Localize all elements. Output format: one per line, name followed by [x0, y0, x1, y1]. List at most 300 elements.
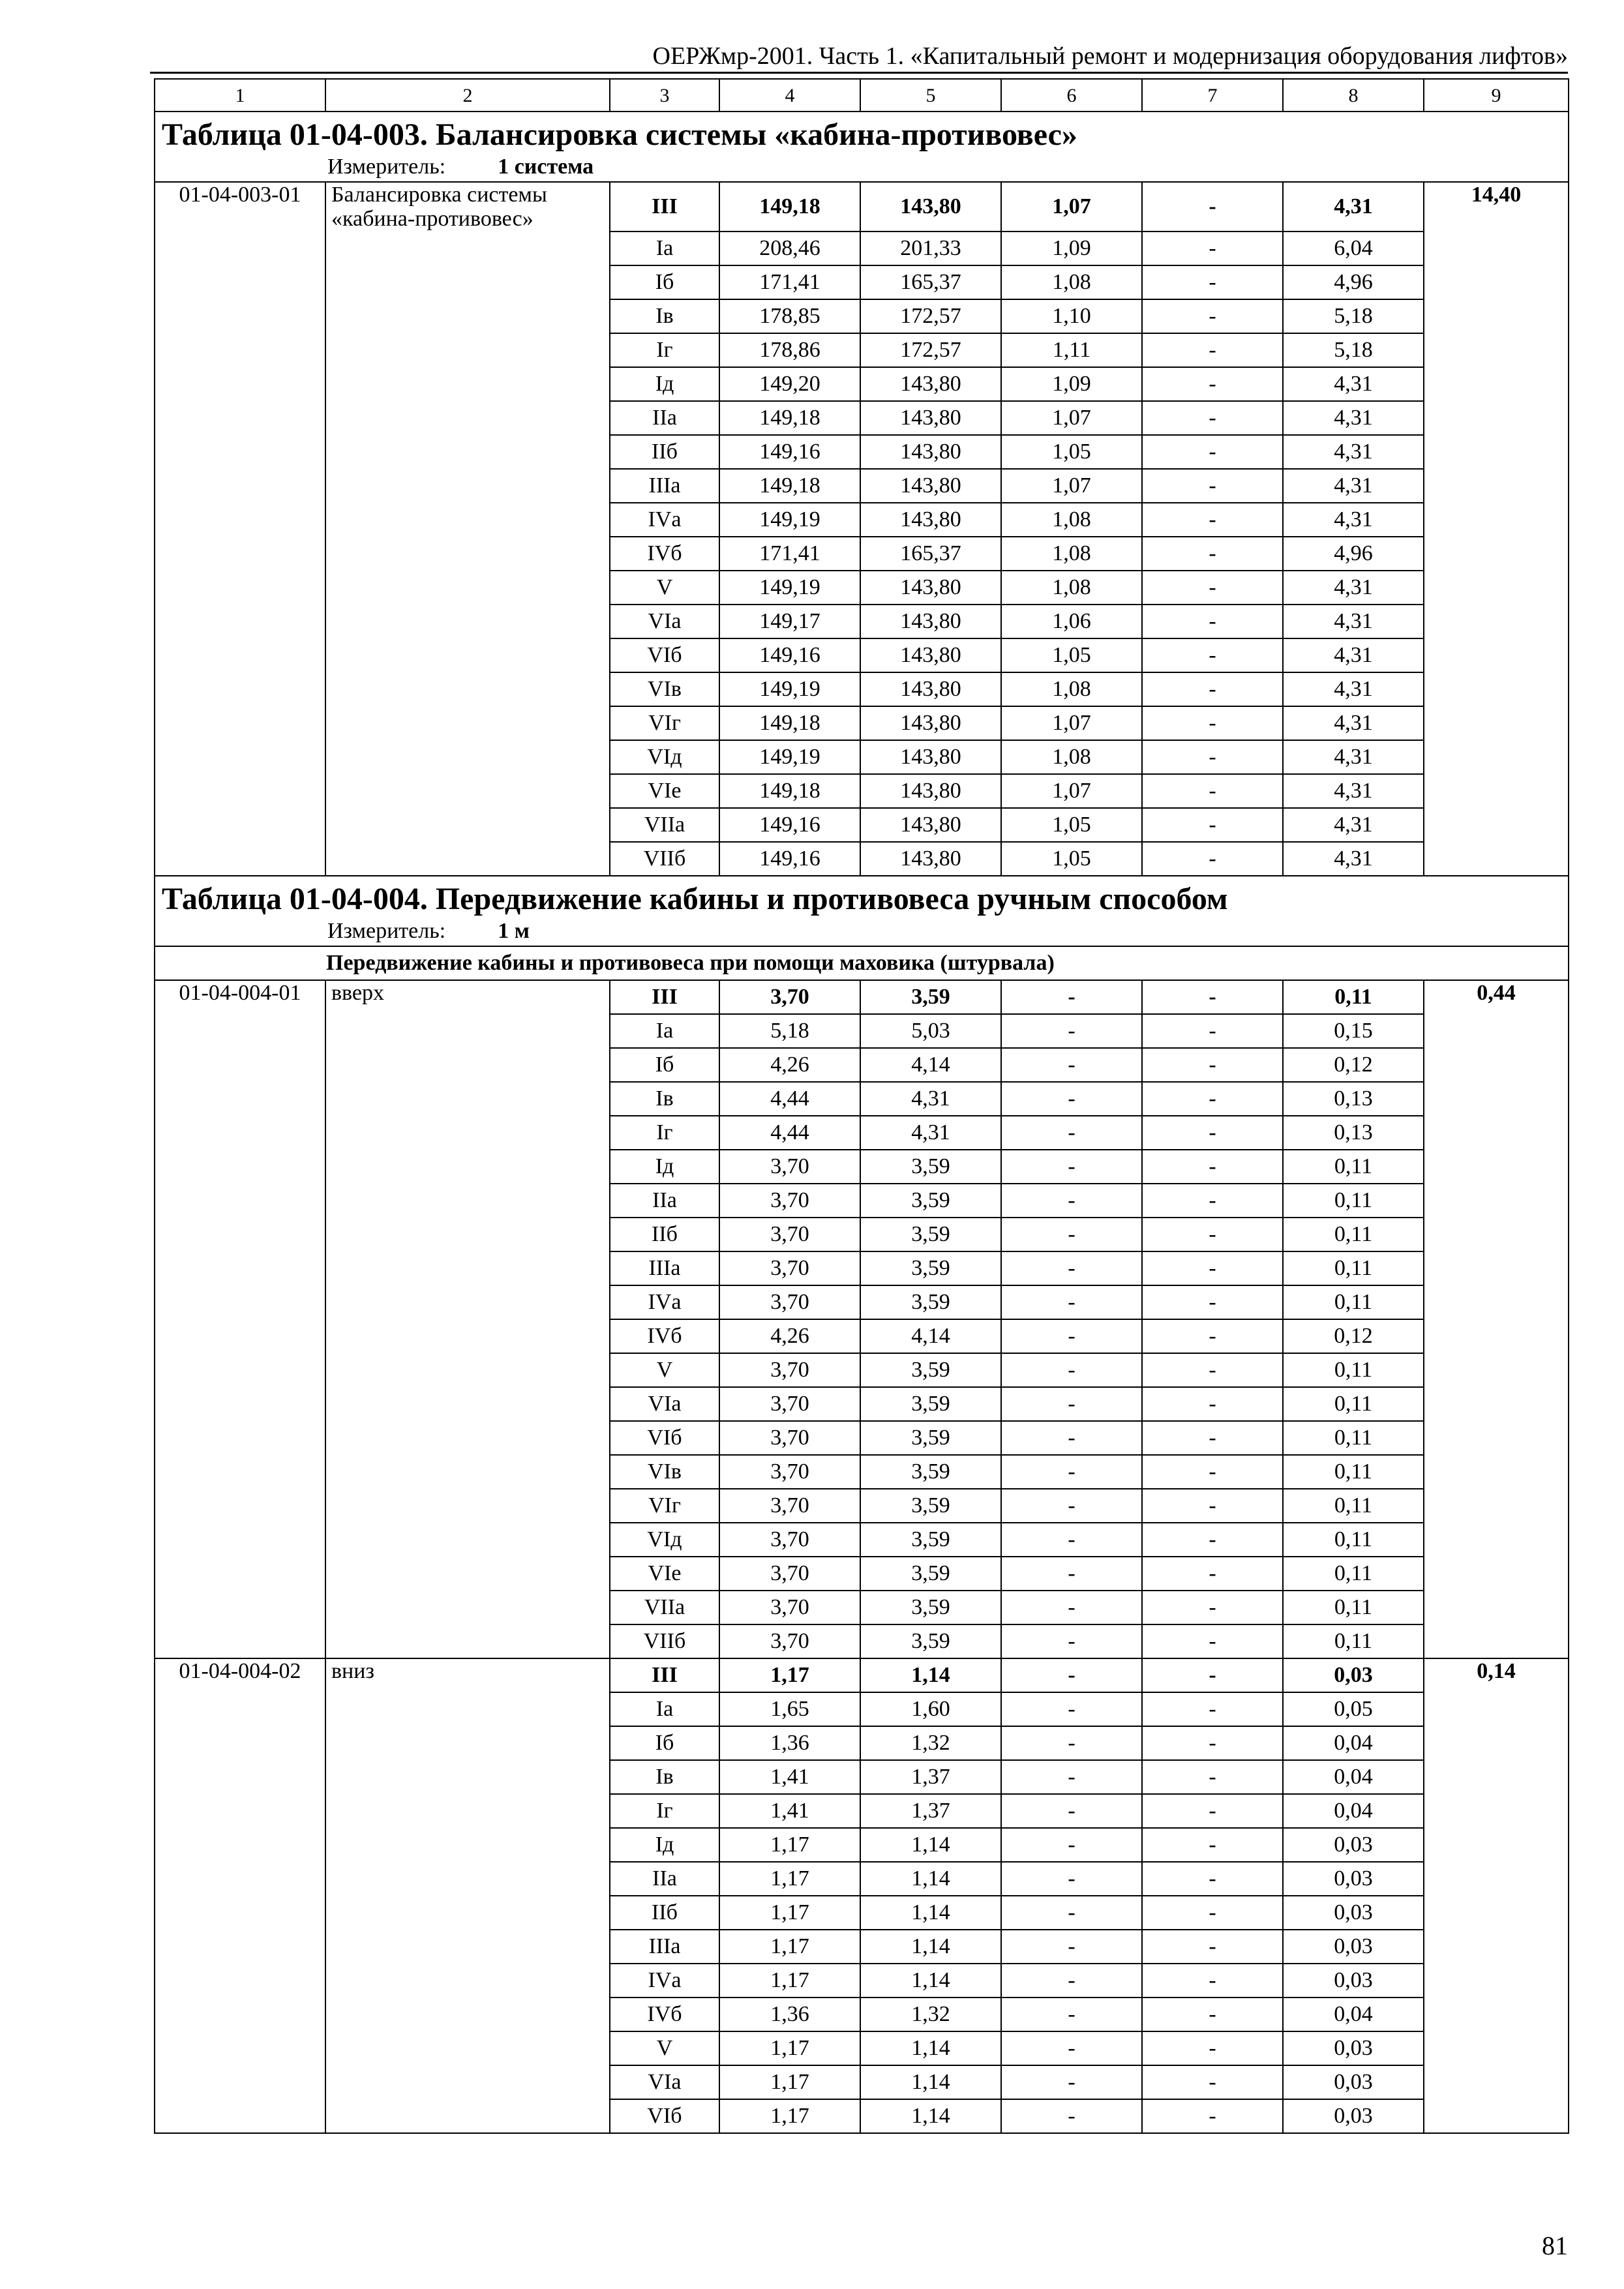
value-cell: -	[1001, 1455, 1142, 1489]
total-value	[1424, 706, 1569, 740]
value-cell: 143,80	[860, 740, 1001, 774]
work-name	[325, 435, 610, 469]
value-cell: -	[1001, 1387, 1142, 1421]
rate-code	[155, 265, 325, 299]
table-row	[155, 706, 1569, 740]
value-cell: 1,07	[1001, 401, 1142, 435]
rate-code	[155, 1794, 325, 1828]
work-name	[325, 1794, 610, 1828]
rate-code	[155, 1692, 325, 1726]
table-row	[155, 1964, 1569, 1997]
value-cell: 149,16	[719, 808, 860, 842]
value-cell: 3,59	[860, 1557, 1001, 1591]
rates-table	[154, 78, 1569, 2134]
value-cell: 0,11	[1283, 980, 1424, 1014]
value-cell: 149,19	[719, 672, 860, 706]
zone-code: IVа	[610, 1285, 719, 1319]
zone-code: III	[610, 980, 719, 1014]
value-cell: -	[1142, 1455, 1283, 1489]
total-value: 14,40	[1424, 182, 1569, 232]
value-cell: 6,04	[1283, 232, 1424, 265]
value-cell: -	[1142, 435, 1283, 469]
rate-code	[155, 1421, 325, 1455]
total-value	[1424, 638, 1569, 672]
table-row	[155, 1523, 1569, 1557]
value-cell: 178,86	[719, 333, 860, 367]
value-cell: 149,16	[719, 435, 860, 469]
value-cell: 1,14	[860, 2065, 1001, 2099]
meter-value: 1 система	[498, 155, 594, 179]
table-row	[155, 1116, 1569, 1150]
value-cell: -	[1142, 1896, 1283, 1930]
value-cell: 3,59	[860, 1421, 1001, 1455]
value-cell: 1,11	[1001, 333, 1142, 367]
value-cell: -	[1142, 299, 1283, 333]
value-cell: 143,80	[860, 571, 1001, 605]
rate-code	[155, 1048, 325, 1082]
value-cell: -	[1001, 1116, 1142, 1150]
value-cell: 143,80	[860, 605, 1001, 638]
value-cell: 149,19	[719, 503, 860, 537]
rate-code	[155, 1285, 325, 1319]
value-cell: -	[1001, 1624, 1142, 1658]
table-row	[155, 232, 1569, 265]
value-cell: -	[1142, 1353, 1283, 1387]
value-cell: 5,18	[719, 1014, 860, 1048]
rate-code	[155, 503, 325, 537]
work-name	[325, 1116, 610, 1150]
total-value	[1424, 1116, 1569, 1150]
value-cell: 3,59	[860, 980, 1001, 1014]
zone-code: Iг	[610, 1116, 719, 1150]
value-cell: 143,80	[860, 367, 1001, 401]
zone-code: VIд	[610, 1523, 719, 1557]
total-value	[1424, 571, 1569, 605]
table-row	[155, 1624, 1569, 1658]
value-cell: 3,59	[860, 1523, 1001, 1557]
value-cell: 1,17	[719, 1896, 860, 1930]
value-cell: 143,80	[860, 503, 1001, 537]
value-cell: -	[1001, 1964, 1142, 1997]
table-row	[155, 1353, 1569, 1387]
value-cell: -	[1142, 537, 1283, 571]
rate-code	[155, 232, 325, 265]
value-cell: -	[1001, 1319, 1142, 1353]
column-number: 4	[719, 79, 860, 112]
value-cell: 1,08	[1001, 537, 1142, 571]
total-value	[1424, 1896, 1569, 1930]
table-row	[155, 2031, 1569, 2065]
value-cell: -	[1142, 1184, 1283, 1218]
column-number: 7	[1142, 79, 1283, 112]
rate-code	[155, 1150, 325, 1184]
zone-code: Iа	[610, 232, 719, 265]
value-cell: -	[1001, 1048, 1142, 1082]
zone-code: VIа	[610, 605, 719, 638]
zone-code: V	[610, 571, 719, 605]
value-cell: -	[1142, 1964, 1283, 1997]
value-cell: 1,14	[860, 2031, 1001, 2065]
value-cell: -	[1001, 1285, 1142, 1319]
value-cell: 0,05	[1283, 1692, 1424, 1726]
rate-code	[155, 571, 325, 605]
value-cell: 0,11	[1283, 1489, 1424, 1523]
value-cell: 165,37	[860, 537, 1001, 571]
value-cell: 149,18	[719, 774, 860, 808]
value-cell: -	[1142, 1692, 1283, 1726]
value-cell: -	[1001, 1930, 1142, 1964]
rate-code	[155, 1184, 325, 1218]
total-value	[1424, 1489, 1569, 1523]
table-row	[155, 1896, 1569, 1930]
value-cell: 4,31	[1283, 740, 1424, 774]
table-row	[155, 2099, 1569, 2133]
table-header-row	[155, 112, 1569, 182]
zone-code: Iд	[610, 1828, 719, 1862]
value-cell: -	[1001, 1794, 1142, 1828]
value-cell: 1,17	[719, 1930, 860, 1964]
total-value	[1424, 1964, 1569, 1997]
table-row	[155, 1828, 1569, 1862]
value-cell: 4,14	[860, 1319, 1001, 1353]
value-cell: 0,13	[1283, 1082, 1424, 1116]
zone-code: VIа	[610, 1387, 719, 1421]
value-cell: 3,70	[719, 1523, 860, 1557]
work-name	[325, 2065, 610, 2099]
value-cell: -	[1001, 1184, 1142, 1218]
table-row	[155, 1014, 1569, 1048]
value-cell: 1,14	[860, 1658, 1001, 1692]
table-row	[155, 265, 1569, 299]
total-value	[1424, 740, 1569, 774]
table-row	[155, 1557, 1569, 1591]
table-header-cell	[155, 876, 1569, 946]
work-name	[325, 1930, 610, 1964]
total-value	[1424, 1692, 1569, 1726]
rate-code	[155, 1862, 325, 1896]
work-name	[325, 232, 610, 265]
zone-code: IIб	[610, 435, 719, 469]
subsection-row	[155, 946, 1569, 980]
value-cell: 4,31	[1283, 774, 1424, 808]
value-cell: 5,18	[1283, 333, 1424, 367]
rate-code	[155, 1116, 325, 1150]
value-cell: 1,07	[1001, 774, 1142, 808]
rate-code	[155, 537, 325, 571]
value-cell: -	[1142, 1523, 1283, 1557]
work-name	[325, 1014, 610, 1048]
value-cell: 1,07	[1001, 469, 1142, 503]
zone-code: VIе	[610, 774, 719, 808]
value-cell: 3,59	[860, 1387, 1001, 1421]
value-cell: 143,80	[860, 706, 1001, 740]
value-cell: -	[1142, 2031, 1283, 2065]
value-cell: 0,03	[1283, 2099, 1424, 2133]
total-value	[1424, 808, 1569, 842]
running-header: ОЕРЖмр-2001. Часть 1. «Капитальный ремонт и модернизация оборудования лифтов»	[652, 42, 1568, 70]
total-value	[1424, 1624, 1569, 1658]
total-value	[1424, 1726, 1569, 1760]
total-value	[1424, 2099, 1569, 2133]
value-cell: 178,85	[719, 299, 860, 333]
value-cell: 0,04	[1283, 1997, 1424, 2031]
column-number: 8	[1283, 79, 1424, 112]
value-cell: 1,17	[719, 1658, 860, 1692]
value-cell: -	[1142, 1218, 1283, 1251]
rate-code	[155, 1997, 325, 2031]
value-cell: 0,11	[1283, 1591, 1424, 1624]
work-name	[325, 638, 610, 672]
table-row	[155, 1387, 1569, 1421]
zone-code: IIб	[610, 1896, 719, 1930]
value-cell: 1,07	[1001, 706, 1142, 740]
zone-code: VIIб	[610, 1624, 719, 1658]
value-cell: 149,18	[719, 706, 860, 740]
value-cell: 4,31	[1283, 367, 1424, 401]
zone-code: V	[610, 1353, 719, 1387]
zone-code: IIб	[610, 1218, 719, 1251]
zone-code: VIг	[610, 1489, 719, 1523]
value-cell: -	[1142, 638, 1283, 672]
value-cell: 0,11	[1283, 1218, 1424, 1251]
value-cell: 172,57	[860, 299, 1001, 333]
value-cell: 0,03	[1283, 2031, 1424, 2065]
work-name	[325, 1353, 610, 1387]
rate-code	[155, 1319, 325, 1353]
value-cell: 3,70	[719, 1489, 860, 1523]
work-name	[325, 1964, 610, 1997]
total-value	[1424, 469, 1569, 503]
value-cell: -	[1001, 980, 1142, 1014]
subsection-title: Передвижение кабины и противовеса при помощи маховика (штурвала)	[155, 946, 1569, 980]
work-name	[325, 1218, 610, 1251]
zone-code: III	[610, 182, 719, 232]
value-cell: -	[1001, 1692, 1142, 1726]
zone-code: VIIб	[610, 842, 719, 876]
zone-code: VIб	[610, 1421, 719, 1455]
value-cell: -	[1142, 605, 1283, 638]
value-cell: 3,70	[719, 1184, 860, 1218]
rate-code	[155, 1251, 325, 1285]
value-cell: 1,17	[719, 1964, 860, 1997]
value-cell: -	[1142, 1489, 1283, 1523]
meter-label: Измеритель:	[327, 155, 446, 179]
value-cell: -	[1001, 1489, 1142, 1523]
zone-code: Iд	[610, 367, 719, 401]
value-cell: 3,70	[719, 1251, 860, 1285]
zone-code: VIа	[610, 2065, 719, 2099]
value-cell: 1,14	[860, 2099, 1001, 2133]
value-cell: 0,03	[1283, 1862, 1424, 1896]
value-cell: 1,05	[1001, 435, 1142, 469]
total-value	[1424, 605, 1569, 638]
value-cell: 4,26	[719, 1048, 860, 1082]
value-cell: 4,14	[860, 1048, 1001, 1082]
rate-code	[155, 605, 325, 638]
rate-code	[155, 1930, 325, 1964]
table-row	[155, 808, 1569, 842]
value-cell: 3,59	[860, 1353, 1001, 1387]
value-cell: 1,36	[719, 1726, 860, 1760]
table-row	[155, 1184, 1569, 1218]
value-cell: -	[1142, 1930, 1283, 1964]
value-cell: 0,11	[1283, 1624, 1424, 1658]
table-row	[155, 980, 1569, 1014]
value-cell: 1,05	[1001, 808, 1142, 842]
total-value	[1424, 1862, 1569, 1896]
value-cell: 143,80	[860, 842, 1001, 876]
value-cell: 172,57	[860, 333, 1001, 367]
zone-code: IVа	[610, 1964, 719, 1997]
value-cell: 3,70	[719, 1421, 860, 1455]
zone-code: Iв	[610, 1760, 719, 1794]
total-value	[1424, 299, 1569, 333]
zone-code: Iа	[610, 1014, 719, 1048]
value-cell: 1,09	[1001, 367, 1142, 401]
total-value	[1424, 1048, 1569, 1082]
total-value	[1424, 1828, 1569, 1862]
value-cell: 149,19	[719, 740, 860, 774]
work-name	[325, 1387, 610, 1421]
value-cell: 149,16	[719, 842, 860, 876]
total-value: 0,44	[1424, 980, 1569, 1014]
value-cell: 0,04	[1283, 1726, 1424, 1760]
table-row	[155, 1285, 1569, 1319]
value-cell: 171,41	[719, 537, 860, 571]
work-name	[325, 842, 610, 876]
value-cell: 1,17	[719, 2099, 860, 2133]
total-value: 0,14	[1424, 1658, 1569, 1692]
work-name	[325, 808, 610, 842]
total-value	[1424, 1353, 1569, 1387]
value-cell: 4,31	[1283, 571, 1424, 605]
table-header-cell	[155, 112, 1569, 182]
value-cell: -	[1001, 1828, 1142, 1862]
rate-code	[155, 808, 325, 842]
value-cell: -	[1001, 1014, 1142, 1048]
table-row	[155, 1591, 1569, 1624]
total-value	[1424, 1218, 1569, 1251]
rate-code	[155, 1964, 325, 1997]
work-name: вверх	[325, 980, 610, 1014]
rate-code	[155, 1353, 325, 1387]
value-cell: 149,18	[719, 182, 860, 232]
table-row	[155, 1048, 1569, 1082]
value-cell: 3,70	[719, 1353, 860, 1387]
value-cell: -	[1142, 774, 1283, 808]
work-name	[325, 2031, 610, 2065]
value-cell: 4,31	[1283, 706, 1424, 740]
value-cell: -	[1142, 1862, 1283, 1896]
work-name	[325, 605, 610, 638]
value-cell: -	[1001, 1658, 1142, 1692]
value-cell: -	[1142, 333, 1283, 367]
work-name	[325, 1489, 610, 1523]
value-cell: 143,80	[860, 638, 1001, 672]
value-cell: 143,80	[860, 469, 1001, 503]
table-row	[155, 1082, 1569, 1116]
value-cell: 1,60	[860, 1692, 1001, 1726]
total-value	[1424, 1930, 1569, 1964]
work-name	[325, 571, 610, 605]
work-name	[325, 1251, 610, 1285]
value-cell: 3,70	[719, 1387, 860, 1421]
total-value	[1424, 1184, 1569, 1218]
table-row	[155, 842, 1569, 876]
value-cell: 0,11	[1283, 1523, 1424, 1557]
value-cell: 4,31	[1283, 503, 1424, 537]
value-cell: -	[1142, 1014, 1283, 1048]
value-cell: 1,32	[860, 1726, 1001, 1760]
table-row	[155, 638, 1569, 672]
rate-code	[155, 333, 325, 367]
work-name	[325, 1557, 610, 1591]
value-cell: 3,59	[860, 1489, 1001, 1523]
value-cell: 1,08	[1001, 672, 1142, 706]
zone-code: III	[610, 1658, 719, 1692]
value-cell: 1,17	[719, 1828, 860, 1862]
zone-code: VIв	[610, 672, 719, 706]
work-name	[325, 265, 610, 299]
table-row	[155, 1150, 1569, 1184]
table-row	[155, 182, 1569, 232]
value-cell: 143,80	[860, 401, 1001, 435]
value-cell: 3,59	[860, 1251, 1001, 1285]
zone-code: VIб	[610, 2099, 719, 2133]
work-name	[325, 1048, 610, 1082]
value-cell: -	[1001, 1421, 1142, 1455]
value-cell: 0,03	[1283, 1658, 1424, 1692]
rate-code	[155, 1455, 325, 1489]
column-number: 9	[1424, 79, 1569, 112]
zone-code: Iб	[610, 1048, 719, 1082]
total-value	[1424, 1455, 1569, 1489]
value-cell: 3,70	[719, 980, 860, 1014]
work-name	[325, 469, 610, 503]
rate-code	[155, 842, 325, 876]
value-cell: -	[1001, 1150, 1142, 1184]
value-cell: 1,36	[719, 1997, 860, 2031]
value-cell: 0,04	[1283, 1794, 1424, 1828]
value-cell: 3,59	[860, 1218, 1001, 1251]
value-cell: 0,15	[1283, 1014, 1424, 1048]
value-cell: -	[1001, 1353, 1142, 1387]
rate-code: 01-04-004-02	[155, 1658, 325, 1692]
work-name	[325, 1455, 610, 1489]
value-cell: 1,17	[719, 2065, 860, 2099]
work-name	[325, 1523, 610, 1557]
value-cell: -	[1142, 1082, 1283, 1116]
rate-code	[155, 469, 325, 503]
value-cell: -	[1142, 1726, 1283, 1760]
table-title: Таблица 01-04-003. Балансировка системы «кабина-противовес»	[162, 117, 1077, 152]
value-cell: 4,31	[860, 1082, 1001, 1116]
value-cell: 0,03	[1283, 1896, 1424, 1930]
work-name	[325, 1692, 610, 1726]
zone-code: VIб	[610, 638, 719, 672]
zone-code: VIв	[610, 1455, 719, 1489]
column-number: 5	[860, 79, 1001, 112]
rate-code	[155, 1828, 325, 1862]
page-number: 81	[1542, 2231, 1568, 2260]
value-cell: 1,05	[1001, 842, 1142, 876]
total-value	[1424, 842, 1569, 876]
zone-code: VIг	[610, 706, 719, 740]
value-cell: 0,13	[1283, 1116, 1424, 1150]
value-cell: 0,03	[1283, 1828, 1424, 1862]
work-name	[325, 1760, 610, 1794]
value-cell: -	[1142, 980, 1283, 1014]
